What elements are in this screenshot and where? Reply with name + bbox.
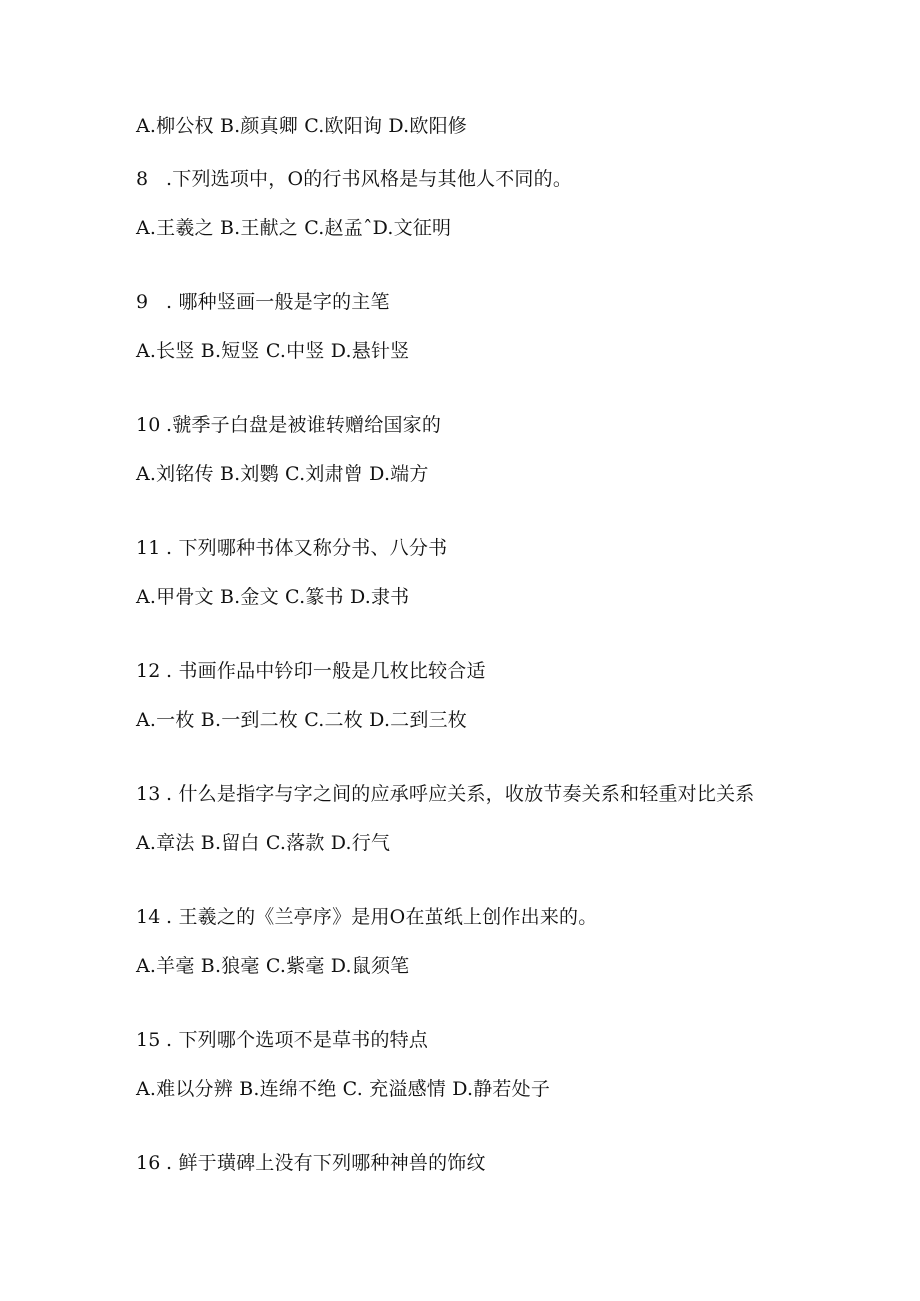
options-line-q7: A.柳公权 B.颜真卿 C.欧阳询 D.欧阳修 xyxy=(136,115,467,137)
question-10 xyxy=(136,413,441,437)
question-text: .虢季子白盘是被谁转赠给国家的 xyxy=(166,414,442,436)
question-14 xyxy=(136,905,597,929)
question-9 xyxy=(136,290,390,314)
question-16 xyxy=(136,1151,486,1175)
question-number: 14 xyxy=(136,906,161,928)
question-number: 8 xyxy=(136,168,149,190)
options-line-q13: A.章法 B.留白 C.落款 D.行气 xyxy=(136,832,391,854)
options-line-q11: A.甲骨文 B.金文 C.篆书 D.隶书 xyxy=(136,586,410,608)
options-line-q14: A.羊毫 B.狼毫 C.紫毫 D.鼠须笔 xyxy=(136,955,410,977)
question-number: 11 xyxy=(136,537,161,559)
question-8 xyxy=(136,167,572,191)
question-number: 12 xyxy=(136,660,161,682)
question-number: 9 xyxy=(136,291,149,313)
question-number: 15 xyxy=(136,1029,161,1051)
question-number: 10 xyxy=(136,414,161,436)
question-13 xyxy=(136,782,754,806)
question-11 xyxy=(136,536,447,560)
question-text: . 什么是指字与字之间的应承呼应关系，收放节奏关系和轻重对比关系 xyxy=(166,783,755,805)
question-number: 16 xyxy=(136,1152,161,1174)
question-12 xyxy=(136,659,486,683)
question-text: . 王羲之的《兰亭序》是用O在茧纸上创作出来的。 xyxy=(166,906,598,928)
question-text: .下列选项中，O的行书风格是与其他人不同的。 xyxy=(166,168,573,190)
question-text: . 哪种竖画一般是字的主笔 xyxy=(166,291,390,313)
question-15 xyxy=(136,1028,428,1052)
question-number: 13 xyxy=(136,783,161,805)
options-line-q15: A.难以分辨 B.连绵不绝 C. 充溢感情 D.静若处子 xyxy=(136,1078,551,1100)
question-text: . 书画作品中钤印一般是几枚比较合适 xyxy=(166,660,486,682)
question-text: . 鲜于璜碑上没有下列哪种神兽的饰纹 xyxy=(166,1152,486,1174)
options-line-q9: A.长竖 B.短竖 C.中竖 D.悬针竖 xyxy=(136,340,410,362)
question-text: . 下列哪个选项不是草书的特点 xyxy=(166,1029,429,1051)
options-line-q8: A.王羲之 B.王献之 C.赵孟ˆD.文征明 xyxy=(136,217,452,239)
question-text: . 下列哪种书体又称分书、八分书 xyxy=(166,537,448,559)
options-line-q12: A.一枚 B.一到二枚 C.二枚 D.二到三枚 xyxy=(136,709,467,731)
options-line-q10: A.刘铭传 B.刘鹦 C.刘肃曾 D.端方 xyxy=(136,463,429,485)
